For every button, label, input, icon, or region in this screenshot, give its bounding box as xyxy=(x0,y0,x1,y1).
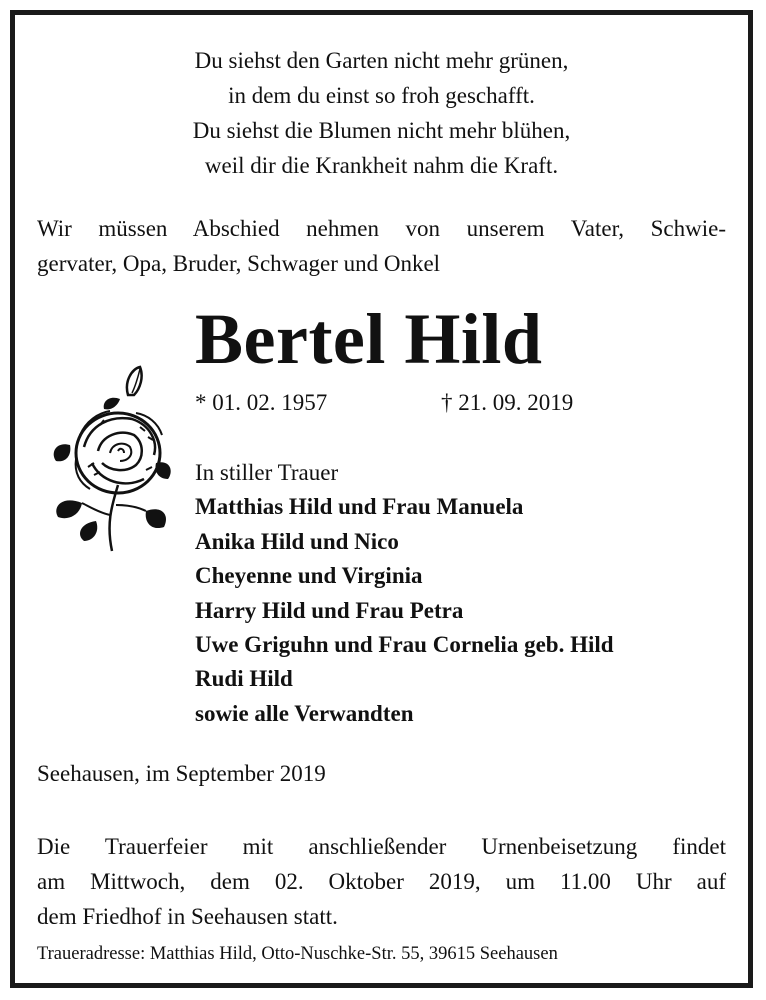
mourner-name: sowie alle Verwandten xyxy=(195,700,414,726)
mourner-name: Cheyenne und Virginia xyxy=(195,563,423,589)
memorial-poem xyxy=(15,43,748,183)
mourners-list xyxy=(195,456,614,731)
funeral-line: dem Friedhof in Seehausen statt. xyxy=(37,904,338,929)
rose-icon xyxy=(40,355,175,555)
death-date: † 21. 09. 2019 xyxy=(441,390,574,415)
farewell-intro xyxy=(37,211,726,281)
mourner-name: Rudi Hild xyxy=(195,666,293,692)
mourning-heading: In stiller Trauer xyxy=(195,460,339,485)
mourner-name: Anika Hild und Nico xyxy=(195,528,399,554)
poem-line: Du siehst die Blumen nicht mehr blühen, xyxy=(192,118,571,143)
intro-line: Wir müssen Abschied nehmen von unserem Vater, Schwie- xyxy=(37,216,726,241)
birth-date: * 01. 02. 1957 xyxy=(195,390,328,415)
funeral-info xyxy=(37,829,726,934)
place-date: Seehausen, im September 2019 xyxy=(37,761,326,786)
mourner-name: Uwe Griguhn und Frau Cornelia geb. Hild xyxy=(195,632,614,658)
obituary-notice xyxy=(10,10,753,988)
poem-line: Du siehst den Garten nicht mehr grünen, xyxy=(194,48,569,73)
mourning-address: Traueradresse: Matthias Hild, Otto-Nuschke-Str. 55, 39615 Seehausen xyxy=(37,944,558,964)
intro-line: gervater, Opa, Bruder, Schwager und Onkel xyxy=(37,251,441,276)
poem-line: weil dir die Krankheit nahm die Kraft. xyxy=(204,153,559,178)
mourner-name: Harry Hild und Frau Petra xyxy=(195,597,464,623)
mourner-name: Matthias Hild und Frau Manuela xyxy=(195,494,524,520)
funeral-line: am Mittwoch, dem 02. Oktober 2019, um 11.00 Uhr auf xyxy=(37,869,726,894)
deceased-name: Bertel Hild xyxy=(195,299,543,379)
funeral-line: Die Trauerfeier mit anschließender Urnenbeisetzung findet xyxy=(37,834,726,859)
life-dates xyxy=(195,389,615,417)
poem-line: in dem du einst so froh geschafft. xyxy=(228,83,535,108)
